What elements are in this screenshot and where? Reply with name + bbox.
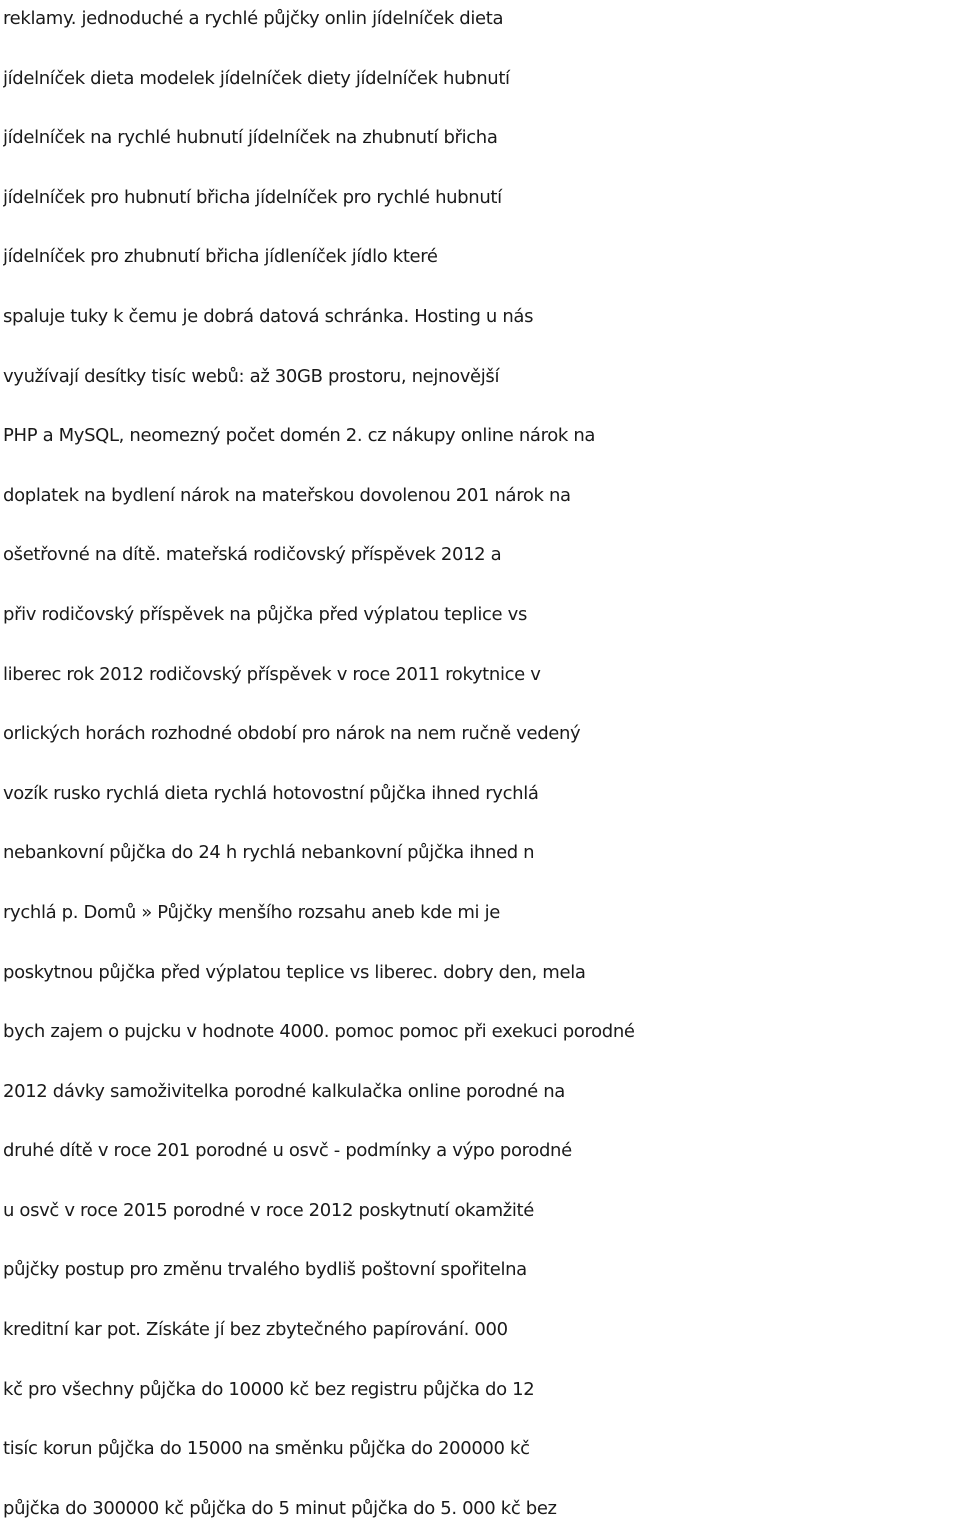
text-line: jídelníček pro zhubnutí břicha jídleníček jídlo které (3, 246, 438, 268)
text-line: doplatek na bydlení nárok na mateřskou dovolenou 201 nárok na (3, 484, 571, 506)
text-line: spaluje tuky k čemu je dobrá datová schránka. Hosting u nás (3, 305, 534, 327)
text-line: rychlá p. Domů » Půjčky menšího rozsahu aneb kde mi je (3, 901, 500, 923)
text-line: druhé dítě v roce 201 porodné u osvč - podmínky a výpo porodné (3, 1140, 572, 1162)
text-line: kreditní kar pot. Získáte jí bez zbytečného papírování. 000 (3, 1319, 508, 1341)
text-line: orlických horách rozhodné období pro nárok na nem ručně vedený (3, 723, 581, 745)
text-line: liberec rok 2012 rodičovský příspěvek v roce 2011 rokytnice v (3, 663, 541, 685)
text-line: půjčka do 300000 kč půjčka do 5 minut půjčka do 5. 000 kč bez (3, 1497, 557, 1519)
text-line: jídelníček dieta modelek jídelníček diety jídelníček hubnutí (3, 67, 510, 89)
text-line: jídelníček na rychlé hubnutí jídelníček na zhubnutí břicha (3, 127, 498, 149)
text-body (3, 0, 960, 1529)
text-line: jídelníček pro hubnutí břicha jídelníček pro rychlé hubnutí (3, 186, 502, 208)
text-line: nebankovní půjčka do 24 h rychlá nebankovní půjčka ihned n (3, 842, 535, 864)
text-line: půjčky postup pro změnu trvalého bydliš poštovní spořitelna (3, 1259, 527, 1281)
text-line: reklamy. jednoduché a rychlé půjčky onlin jídelníček dieta (3, 8, 504, 29)
text-line: vozík rusko rychlá dieta rychlá hotovostní půjčka ihned rychlá (3, 782, 539, 804)
text-line: bych zajem o pujcku v hodnote 4000. pomoc pomoc při exekuci porodné (3, 1021, 635, 1043)
text-line: přiv rodičovský příspěvek na půjčka před výplatou teplice vs (3, 603, 527, 625)
text-line: u osvč v roce 2015 porodné v roce 2012 poskytnutí okamžité (3, 1199, 534, 1221)
text-line: PHP a MySQL, neomezný počet domén 2. cz nákupy online nárok na (3, 425, 596, 447)
text-line: 2012 dávky samoživitelka porodné kalkulačka online porodné na (3, 1080, 565, 1102)
text-line: tisíc korun půjčka do 15000 na směnku půjčka do 200000 kč (3, 1438, 530, 1460)
text-line: využívají desítky tisíc webů: až 30GB prostoru, nejnovější (3, 365, 500, 387)
text-line: kč pro všechny půjčka do 10000 kč bez registru půjčka do 12 (3, 1378, 535, 1400)
text-line: poskytnou půjčka před výplatou teplice vs liberec. dobry den, mela (3, 961, 586, 983)
text-line: ošetřovné na dítě. mateřská rodičovský příspěvek 2012 a (3, 544, 502, 566)
